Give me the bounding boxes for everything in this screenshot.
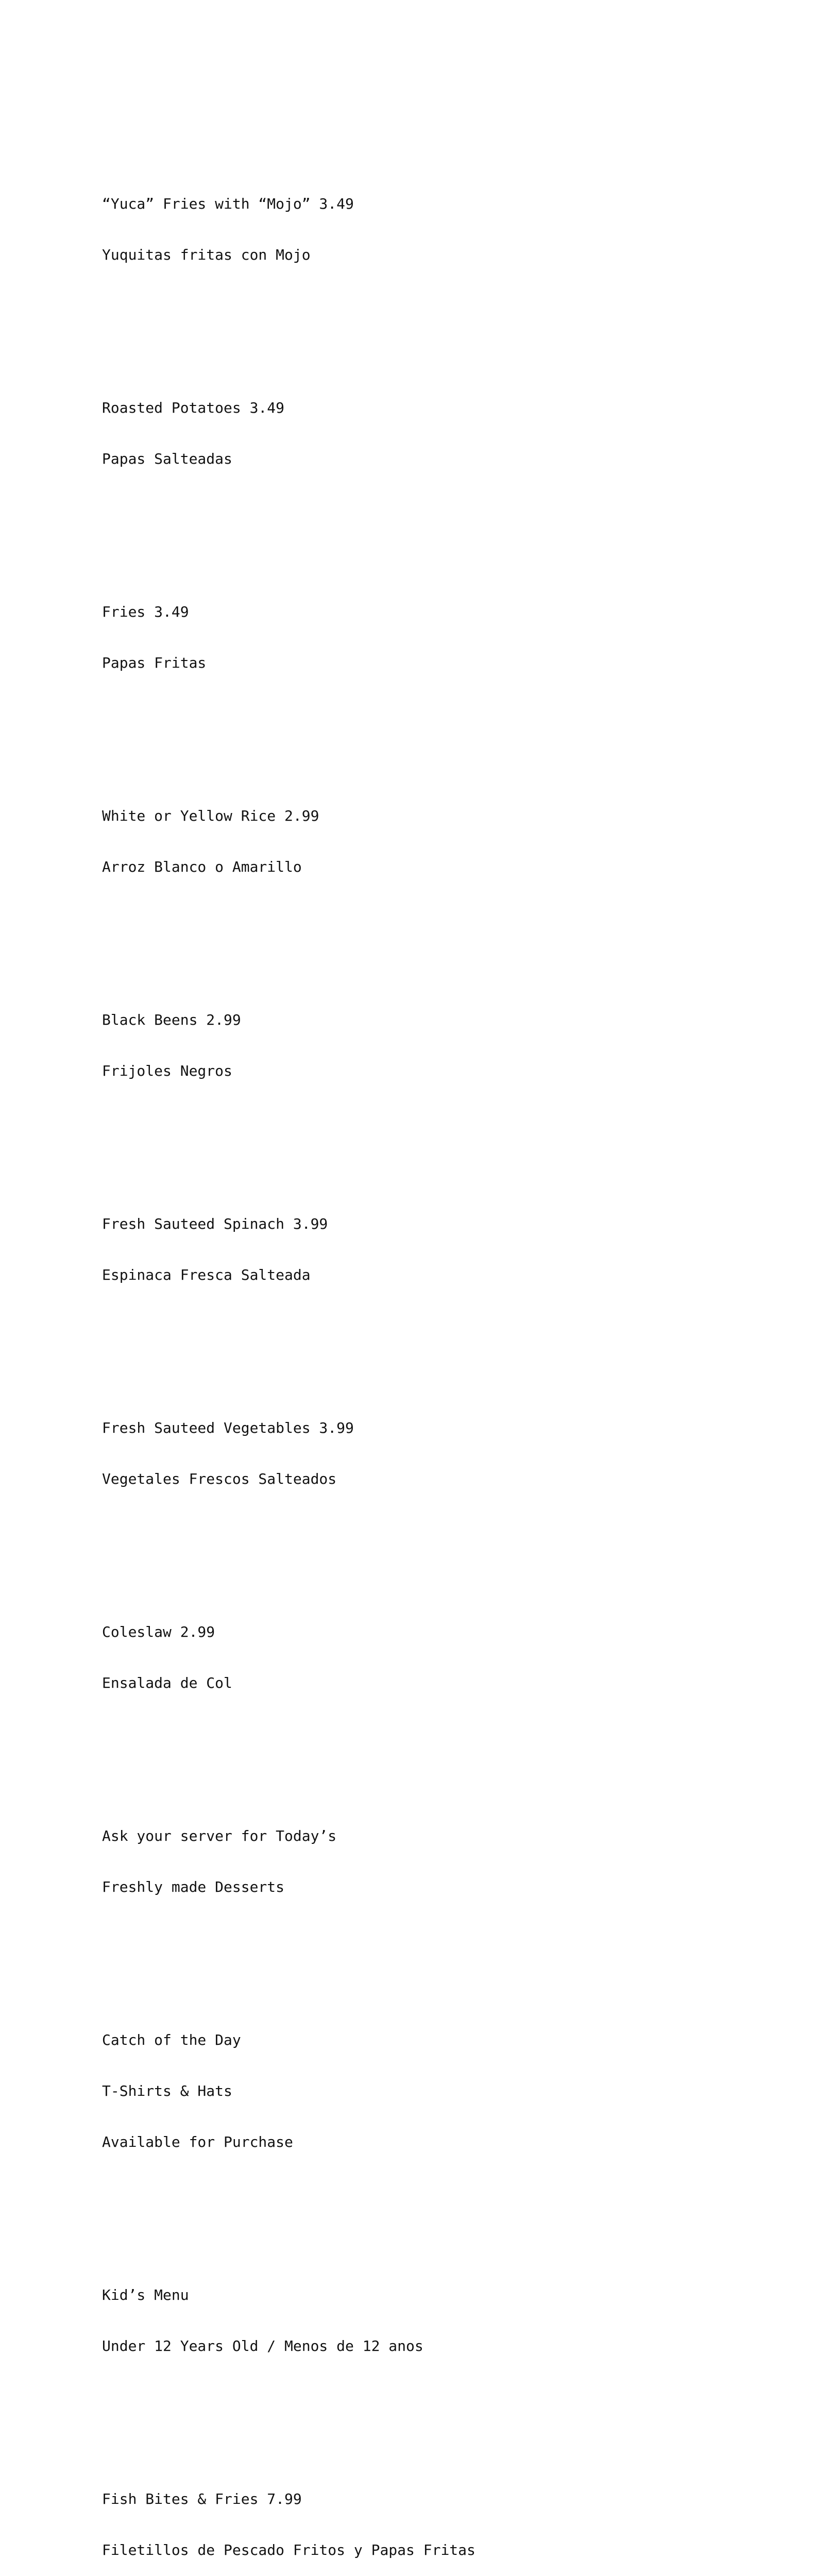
item-spanish: Espinaca Fresca Salteada bbox=[102, 1266, 311, 1283]
item-name: “Yuca” Fries with “Mojo” 3.49 bbox=[102, 195, 354, 212]
menu-item bbox=[102, 1181, 772, 1317]
item-spanish: Filetillos de Pescado Fritos y Papas Fritas bbox=[102, 2541, 476, 2558]
item-name: Coleslaw 2.99 bbox=[102, 1623, 215, 1640]
kids-menu-item bbox=[102, 2456, 772, 2576]
item-spanish: Yuquitas fritas con Mojo bbox=[102, 246, 311, 263]
kids-menu-subtitle: Under 12 Years Old / Menos de 12 anos bbox=[102, 2337, 423, 2354]
kids-menu-title: Kid’s Menu bbox=[102, 2286, 189, 2303]
item-name: Black Beens 2.99 bbox=[102, 1011, 241, 1028]
merch-note bbox=[102, 1997, 772, 2184]
merch-note-line: Catch of the Day bbox=[102, 2031, 241, 2048]
desserts-note-line: Ask your server for Today’s bbox=[102, 1827, 337, 1844]
menu-item bbox=[102, 977, 772, 1113]
menu-item bbox=[102, 773, 772, 909]
desserts-note-line: Freshly made Desserts bbox=[102, 1878, 285, 1895]
item-spanish: Papas Salteadas bbox=[102, 450, 232, 467]
item-spanish: Arroz Blanco o Amarillo bbox=[102, 858, 302, 875]
item-spanish: Ensalada de Col bbox=[102, 1674, 232, 1691]
item-name: White or Yellow Rice 2.99 bbox=[102, 807, 319, 824]
desserts-note bbox=[102, 1793, 772, 1929]
merch-note-line: T-Shirts & Hats bbox=[102, 2082, 232, 2099]
item-name: Fries 3.49 bbox=[102, 603, 189, 620]
item-name: Roasted Potatoes 3.49 bbox=[102, 399, 285, 416]
menu-item bbox=[102, 161, 772, 297]
kids-menu-header bbox=[102, 2252, 772, 2388]
item-spanish: Frijoles Negros bbox=[102, 1062, 232, 1079]
item-spanish: Vegetales Frescos Salteados bbox=[102, 1470, 337, 1487]
menu-item bbox=[102, 569, 772, 705]
item-spanish: Papas Fritas bbox=[102, 654, 207, 671]
menu-page bbox=[102, 110, 772, 2576]
item-name: Fresh Sauteed Vegetables 3.99 bbox=[102, 1419, 354, 1436]
menu-item bbox=[102, 365, 772, 501]
item-name: Fish Bites & Fries 7.99 bbox=[102, 2490, 302, 2507]
menu-item bbox=[102, 1385, 772, 1521]
merch-note-line: Available for Purchase bbox=[102, 2133, 293, 2150]
menu-item bbox=[102, 1589, 772, 1725]
item-name: Fresh Sauteed Spinach 3.99 bbox=[102, 1215, 328, 1232]
